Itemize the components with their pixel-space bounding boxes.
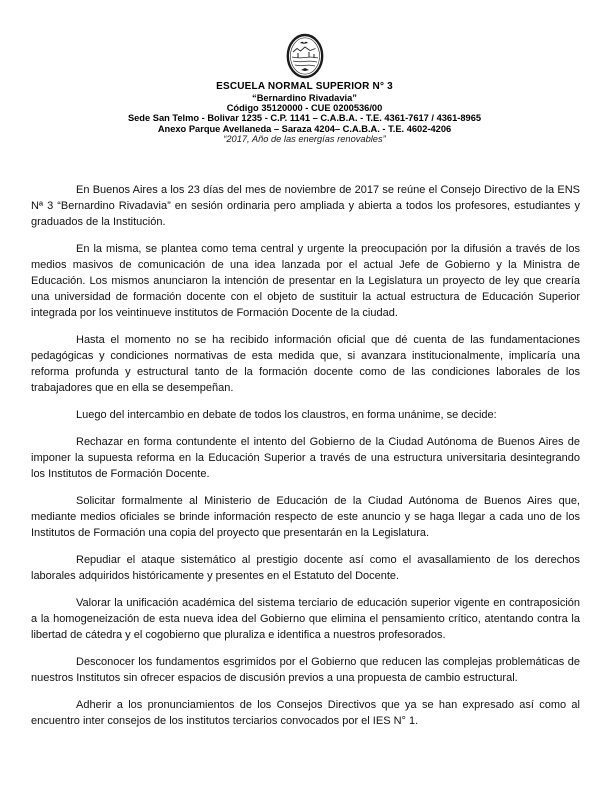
school-code-line: Código 35120000 - CUE 0200536/00 <box>226 102 383 113</box>
paragraph-decision-intro: Luego del intercambio en debate de todos los claustros, en forma unánime, se decide: <box>76 408 497 421</box>
year-motto: “2017, Año de las energías renovables” <box>223 134 386 145</box>
resolution-adherir: Adherir a los pronunciamientos de los Consejos Directivos que ya se han expresado así como al encuentro inter consejos de los institutos terciarios convocados por el IES N° 1. <box>31 698 580 727</box>
resolution-repudiar: Repudiar el ataque sistemático al prestigio docente así como el avasallamiento de los derechos laborales adquiridos históricamente y presentes en el Estatuto del Docente. <box>31 553 580 582</box>
school-subtitle: “Bernardino Rivadavia” <box>252 92 357 103</box>
paragraph-context-announcement: En la misma, se plantea como tema central y urgente la preocupación por la difusión a través de los medios masivos de comunicación de una idea lanzada por el actual Jefe de Gobierno y la Ministra de Educación. Los mismos anunciaron la intención de presentar en la Legislatura un proyecto de ley que crearía una universidad de formación docente con el objeto de sustituir la actual estructura de Educación Superior integrada por los veintinueve institutos de Formación Docente de la ciudad. <box>31 242 580 319</box>
school-name: ESCUELA NORMAL SUPERIOR N° 3 <box>216 81 393 92</box>
address-sede-line: Sede San Telmo - Bolivar 1235 - C.P. 1141 – C.A.B.A. - T.E. 4361-7617 / 4361-8965 <box>127 113 482 124</box>
paragraph-session-opening: En Buenos Aires a los 23 días del mes de noviembre de 2017 se reúne el Consejo Directivo de la ENS Nª 3 “Bernardino Rivadavia” en sesión ordinaria pero ampliada y abierta a todos los profesores, estudiantes y graduados de la Institución. <box>31 183 580 228</box>
address-anexo-line: Anexo Parque Avellaneda – Saraza 4204– C.A.B.A. - T.E. 4602-4206 <box>157 123 452 134</box>
resolution-rechazar: Rechazar en forma contundente el intento del Gobierno de la Ciudad Autónoma de Buenos Aires de imponer la supuesta reforma en la Educación Superior a través de una estructura universitaria desintegrando los Institutos de Formación Docente. <box>31 435 580 480</box>
resolution-solicitar: Solicitar formalmente al Ministerio de Educación de la Ciudad Autónoma de Buenos Aires que, mediante medios oficiales se brinde información respecto de este anuncio y se haga llegar a cada uno de los Institutos de Formación una copia del proyecto que presentarán en la Legislatura. <box>31 494 580 539</box>
resolution-desconocer: Desconocer los fundamentos esgrimidos por el Gobierno que reducen las complejas problemáticas de nuestros Institutos sin ofrecer espacios de discusión previos a una propuesta de cambio estructural. <box>31 655 580 684</box>
document-body <box>31 182 580 729</box>
letterhead <box>0 0 609 145</box>
school-crest-icon <box>285 33 325 79</box>
paragraph-no-official-info: Hasta el momento no se ha recibido información oficial que dé cuenta de las fundamentaciones pedagógicas y condiciones normativas de esta medida que, si avanzara institucionalmente, implicaría una reforma profunda y estructural tanto de la formación docente como de las condiciones laborales de los trabajadores que en ella se desempeñan. <box>31 333 580 394</box>
resolution-valorar: Valorar la unificación académica del sistema terciario de educación superior vigente en contraposición a la homogeneización de esta nueva idea del Gobierno que elimina el pensamiento crítico, atentando contra la libertad de cátedra y el cogobierno que pluraliza e identifica a nuestros profesorados. <box>31 596 580 641</box>
